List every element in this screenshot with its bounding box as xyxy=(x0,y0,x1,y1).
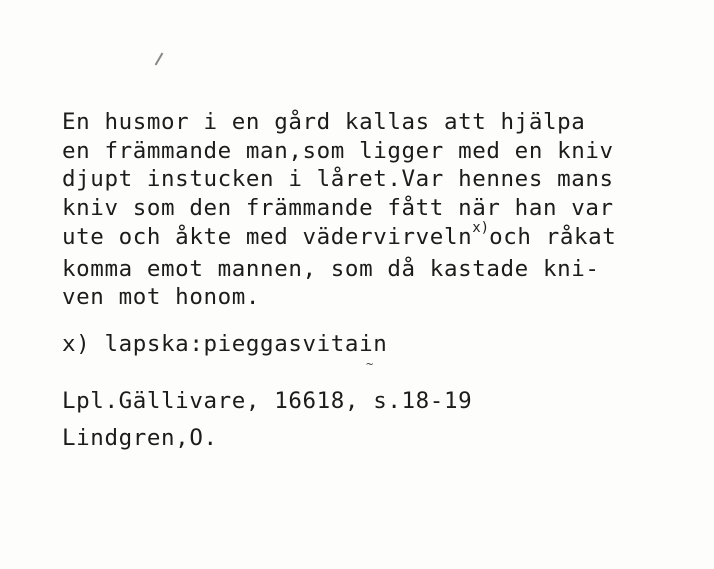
narrative-line: ven mot honom. xyxy=(62,284,261,311)
narrative-line: En husmor i en gård kallas att hjälpa xyxy=(62,109,586,135)
pencil-mark xyxy=(155,52,164,65)
footnote: x) lapska:pieggasvitain xyxy=(62,331,388,357)
narrative-line xyxy=(62,219,714,255)
source-reference: Lpl.Gällivare, 16618, s.18-19 xyxy=(62,388,473,414)
narrative-line-part: och råkat xyxy=(489,223,617,250)
narrative-line: kniv som den främmande fått när han var xyxy=(62,195,614,222)
footnote-marker: x) xyxy=(472,219,490,236)
collector-name: Lindgren,O. xyxy=(62,425,218,451)
narrative-line: komma emot mannen, som då kastade kni- xyxy=(62,255,600,282)
narrative-line: en främmande man,som ligger med en kniv xyxy=(62,137,614,164)
narrative-line: djupt instucken i låret.Var hennes mans xyxy=(62,166,614,193)
narrative-line-part: ute och åkte med vädervirveln xyxy=(62,223,473,250)
diacritic-mark: ~ xyxy=(366,357,374,371)
narrative-text xyxy=(62,108,714,312)
